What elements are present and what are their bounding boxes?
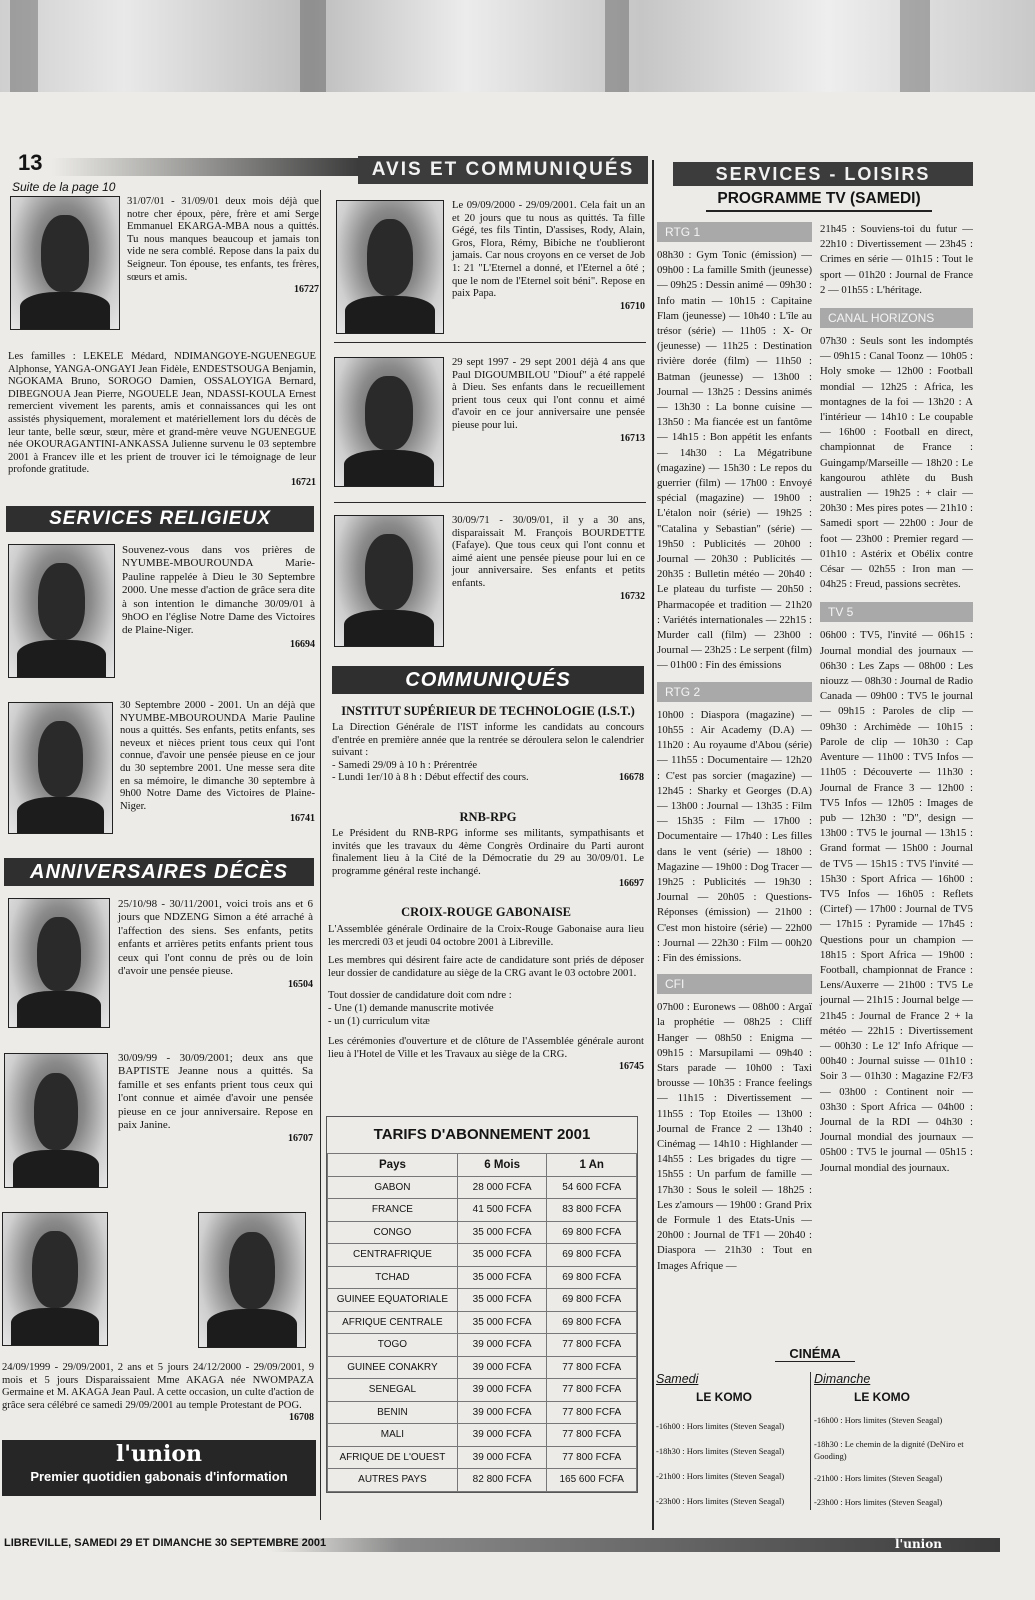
rtg1-schedule: 08h30 : Gym Tonic (émission) — 09h00 : La famille Smith (jeunesse) — 09h25 : Dessin animé — 09h30 : Info matin — 10h15 : Capitaine Flam (jeunesse) — 10h40 : L'île au trésor (série) — 11h05 : X- Or (jeunesse) — 11h25 : Destination rivière dorée (film) — 11h50 : Batman (jeunesse) — 13h00 : Journal — 13h25 : Dessins animés — 13h30 : La bonne cuisine — 13h50 : Ma fiancée est un fantôme — 14h15 : Bon appétit les enfants — 14h30 : La Mégatribune (magazine) — 15h30 : Le repos du guerrier (film) — 17h00 : Envoyé spécial (magazine) — 19h00 : L'étalon noir (série) — 19h25 : "Catalina y Sebastian" (série) — 19h50 : Publicités — 20h00 : Journal — 20h30 : Publicités — 20h35 : Bulletin météo — 20h40 : Le plateau du turfiste — 20h50 : Pharmacopée et tradition — 21h20 : Variétés internationales — 22h15 : Murder call (film) — 23h00 : Journal — 23h25 : Le serpent (film) — 01h00 : Fin des émissions	[657, 249, 812, 672]
header-rule	[52, 158, 362, 176]
notice-baptiste	[118, 1052, 313, 1146]
table-row	[328, 1446, 637, 1469]
country-cell: FRANCE	[328, 1199, 458, 1222]
table-row	[328, 1289, 637, 1312]
cinema-showing: -21h00 : Hors limites (Steven Seagal)	[656, 1471, 785, 1481]
table-row	[328, 1401, 637, 1424]
portrait-photo	[4, 1053, 108, 1188]
communique-rnb	[332, 810, 644, 889]
masthead-ad	[2, 1440, 316, 1496]
notice-text: Les familles : LEKELE Médard, NDIMANGOYE-NGUENEGUE Alphonse, YANGA-ONGAYI Jean Fidèle, ENDESTSOUGA Benjamin, NGOKAMA Bruno, SOROGO Damien, OSSALOYIGA Bernard, DIBEGNOUA Jean Pierre, NGOUELE Jean, NDASSI-KOULA Ernest remercient vivement les parents, amis et connaissances qui les ont assistés physiquement, moralement et matériellement lors du décès de leur tante, belle sœur, sœur, mère et grand-mère veuve NGUENEGUE née OKOURAGANTINI-ANKASSA Julienne survenu le 03 septembre 2001 à Francev ille et les prient de trouver ici le témoignage de leur profonde gratitude.	[8, 351, 316, 476]
table-row	[328, 1379, 637, 1402]
cinema-dimanche	[814, 1372, 974, 1508]
channel-label-tv5: TV 5	[820, 602, 973, 622]
country-cell: BENIN	[328, 1401, 458, 1424]
canal-schedule: 07h30 : Seuls sont les indomptés — 09h15 : Canal Toonz — 10h05 : Holy smoke — 12h00 : Football mondial — 12h25 : Africa, les montagnes de la foi — 13h20 : A l'intérieur — 14h10 : Le coupable — 16h00 : Football en direct, championnat de France : Guingamp/Marseille — 18h20 : Le kangourou athlète du Bush australien — 19h25 : + clair — 20h30 : Mes pires potes — 21h10 : Samedi sport — 22h00 : Jour de foot — 23h00 : Premier regard — 01h10 : Astérix et Obélix contre César — 02h55 : Iron man — 04h25 : Freud, passions secrètes.	[820, 335, 973, 591]
divider	[334, 502, 646, 503]
tv-col-2	[820, 222, 973, 1176]
notice-ref: 16745	[619, 1061, 644, 1073]
country-cell: TCHAD	[328, 1266, 458, 1289]
notice-bourdette	[452, 515, 645, 603]
communique-croix-rouge	[328, 905, 644, 1072]
channel-label-cfi: CFI	[657, 974, 812, 994]
notice-text: 29 sept 1997 - 29 sept 2001 déjà 4 ans que Paul DIGOUMBILOU "Diouf" a été rappelé à Dieu. Ses enfants dans le recueillement prient tous ceux qui l'ont connu et aimé d'avoir en ce jour anniversaire une pensée pieuse pour lui.	[452, 357, 645, 431]
portrait-photo	[8, 898, 110, 1028]
annual-price-cell: 77 800 FCFA	[547, 1446, 637, 1469]
cinema-title: CINÉMA	[775, 1346, 855, 1362]
notice-ref: 16741	[290, 813, 315, 825]
notice-families	[8, 351, 316, 490]
portrait-photo	[8, 702, 113, 834]
communique-paragraph: Tout dossier de candidature doit com ndre :	[328, 990, 512, 1002]
six-month-price-cell: 35 000 FCFA	[457, 1266, 547, 1289]
notice-text: 30/09/71 - 30/09/01, il y a 30 ans, disparaissait M. François BOURDETTE (Fafaye). Que tous ceux qui l'ont connu et aimé aient une pensée pieuse pour lui en ce jour anniversaire. Ses enfants et petits enfants.	[452, 515, 645, 589]
notice-ref: 16697	[619, 878, 644, 890]
six-month-price-cell: 35 000 FCFA	[457, 1221, 547, 1244]
six-month-price-cell: 28 000 FCFA	[457, 1176, 547, 1199]
annual-price-cell: 77 800 FCFA	[547, 1379, 637, 1402]
section-communiques: COMMUNIQUÉS	[332, 666, 644, 694]
communique-line: - Une (1) demande manuscrite motivée	[328, 1002, 494, 1014]
notice-ref: 16710	[620, 300, 645, 312]
communique-line: - Samedi 29/09 à 10 h : Prérentrée	[332, 759, 478, 771]
cinema-day: Dimanche	[814, 1372, 871, 1386]
portrait-photo	[2, 1212, 108, 1346]
notice-ref: 16708	[289, 1412, 314, 1424]
cinema-showing: -18h30 : Le chemin de la dignité (DeNiro et Gooding)	[814, 1439, 964, 1461]
section-services-religieux: SERVICES RELIGIEUX	[6, 506, 314, 532]
communique-line: - un (1) curriculum vitæ	[328, 1015, 430, 1027]
scanner-background	[0, 0, 1035, 92]
table-header: 6 Mois	[457, 1154, 547, 1177]
six-month-price-cell: 35 000 FCFA	[457, 1311, 547, 1334]
table-row	[328, 1311, 637, 1334]
notice-text: Le 09/09/2000 - 29/09/2001. Cela fait un an et 20 jours que tu nous as quittés. Ta fille Gégé, tes fils Tintin, D'assises, Rody, Alain, Gros, Flora, Rémy, Bibiche ne t'oublieront jamais. Car nous croyons en ce verset de Job 1: 21 "L'Eternel a donné, et l'Eternel a ôté ; que le nom de l'Eternel soit béni". Repose en paix Papa.	[452, 200, 645, 300]
table-header: 1 An	[547, 1154, 637, 1177]
footer-dateline: LIBREVILLE, SAMEDI 29 ET DIMANCHE 30 SEPTEMBRE 2001	[4, 1537, 327, 1549]
annual-price-cell: 77 800 FCFA	[547, 1401, 637, 1424]
country-cell: MALI	[328, 1424, 458, 1447]
tv5-schedule: 06h00 : TV5, l'invité — 06h15 : Journal mondial des journaux — 06h30 : Les Zaps — 08h00 : Les niouzz — 08h30 : Journal de Radio Canada — 09h00 : TV5 le journal — 09h15 : Paroles de clip — 09h30 : Archimède — 10h15 : Parole de clip — 10h30 : Cap Aventure — 11h00 : TV5 Infos — 11h05 : Découverte — 11h30 : Journal de France 3 — 12h00 : TV5 Infos — 12h05 : Images de pub — 12h30 : "D", design — 13h00 : TV5 le journal — 13h15 : Grand format — 15h00 : Journal de TV5 — 15h15 : TV5 l'invité — 15h30 : Sport Africa — 16h00 : TV5 Infos — 16h05 : Reflets (Cirtef) — 17h00 : Journal de TV5 — 17h15 : Pyramide — 17h45 : Questions pour un champion — 18h15 : Sport Africa — 19h00 : Football, championnat de France : Lens/Auxerre — 21h00 : TV5 Le journal — 21h15 : Journal belge — 21h45 : Journal de France 2 + la météo — 22h15 : Divertissement — 00h30 : Le 12' Info Afrique — 00h40 : Journal suisse — 01h10 : Soir 3 — 01h30 : Magazine F2/F3 — 03h00 : Continent noir — 03h30 : Sport Africa — 04h00 : Journal de la RDI — 04h30 : Journal mondial des journaux — 05h00 : TV5 le journal — 05h15 : Journal mondial des journaux.	[820, 629, 973, 1174]
country-cell: GUINEE CONAKRY	[328, 1356, 458, 1379]
annual-price-cell: 69 800 FCFA	[547, 1311, 637, 1334]
cinema-showing: -23h00 : Hors limites (Steven Seagal)	[814, 1497, 943, 1507]
section-services-loisirs: SERVICES - LOISIRS	[673, 162, 973, 186]
section-avis-communiques: AVIS ET COMMUNIQUÉS	[358, 156, 648, 184]
cinema-showing: -21h00 : Hors limites (Steven Seagal)	[814, 1473, 943, 1483]
communique-line: - Lundi 1er/10 à 8 h : Début effectif des cours.	[332, 772, 529, 784]
six-month-price-cell: 39 000 FCFA	[457, 1424, 547, 1447]
annual-price-cell: 77 800 FCFA	[547, 1356, 637, 1379]
cfi-schedule: 07h00 : Euronews — 08h00 : Argaï la prophétie — 08h25 : Cliff Hanger — 08h50 : Enigma — 09h15 : Marsupilami — 09h40 : Stars parade — 10h00 : Taxi brousse — 10h35 : France feelings — 11h15 : Divertissement — 11h55 : Top Etoiles — 13h00 : Journal de France 2 — 13h40 : Cinémag — 14h10 : Highlander — 14h55 : Les brigades du tigre — 15h55 : Un parfum de famille — 17h30 : Sous le soleil — 18h25 : Les z'amours — 19h00 : Grand Prix de Formule 1 des Etats-Unis — 20h00 : Journal de TF1 — 20h40 : Diaspora — 21h30 : Tout en Images Afrique —	[657, 1001, 812, 1272]
notice-ref: 16678	[619, 772, 644, 784]
six-month-price-cell: 41 500 FCFA	[457, 1199, 547, 1222]
channel-label-rtg1: RTG 1	[657, 222, 812, 242]
notice-nyumbe-2	[120, 700, 315, 826]
six-month-price-cell: 39 000 FCFA	[457, 1401, 547, 1424]
six-month-price-cell: 39 000 FCFA	[457, 1379, 547, 1402]
country-cell: TOGO	[328, 1334, 458, 1357]
country-cell: AUTRES PAYS	[328, 1469, 458, 1492]
channel-label-rtg2: RTG 2	[657, 682, 812, 702]
country-cell: GABON	[328, 1176, 458, 1199]
notice-akaga	[2, 1362, 314, 1425]
country-cell: CONGO	[328, 1221, 458, 1244]
portrait-photo	[336, 200, 444, 334]
page-number: 13	[18, 150, 43, 175]
footer-logo: l'union	[895, 1537, 942, 1551]
cinema-showing: -16h00 : Hors limites (Steven Seagal)	[656, 1421, 785, 1431]
country-cell: AFRIQUE DE L'OUEST	[328, 1446, 458, 1469]
six-month-price-cell: 82 800 FCFA	[457, 1469, 547, 1492]
table-row	[328, 1176, 637, 1199]
notice-ref: 16721	[291, 476, 316, 488]
communique-ist	[332, 704, 644, 785]
cinema-samedi	[656, 1372, 806, 1514]
six-month-price-cell: 39 000 FCFA	[457, 1356, 547, 1379]
column-rule	[320, 190, 321, 1520]
table-row	[328, 1244, 637, 1267]
tarifs-title: TARIFS D'ABONNEMENT 2001	[373, 1126, 591, 1143]
cfi-schedule-continued: 21h45 : Souviens-toi du futur — 22h10 : Divertissement — 23h45 : Crimes en série — 01h15 : Tout le sport — 01h20 : Journal de France 2 — 01h55 : L'héritage.	[820, 223, 973, 296]
annual-price-cell: 54 600 FCFA	[547, 1176, 637, 1199]
annual-price-cell: 69 800 FCFA	[547, 1266, 637, 1289]
notice-ref: 16504	[288, 979, 313, 991]
annual-price-cell: 83 800 FCFA	[547, 1199, 637, 1222]
channel-label-canal: CANAL HORIZONS	[820, 308, 973, 328]
cinema-venue: LE KOMO	[854, 1390, 910, 1404]
notice-ref: 16713	[620, 432, 645, 444]
notice-text: Souvenez-vous dans vos prières de NYUMBE-MBOUROUNDA Marie-Pauline rappelée à Dieu le 30 Septembre 2000. Une messe d'action de grâce sera dite à son intention le dimanche 30/09/01 à 9hOO en l'église Notre Dame des Victoires de Plaine-Niger.	[122, 544, 315, 637]
annual-price-cell: 69 800 FCFA	[547, 1289, 637, 1312]
six-month-price-cell: 39 000 FCFA	[457, 1334, 547, 1357]
six-month-price-cell: 35 000 FCFA	[457, 1289, 547, 1312]
table-row	[328, 1356, 637, 1379]
annual-price-cell: 77 800 FCFA	[547, 1334, 637, 1357]
notice-ndzeng	[118, 898, 313, 992]
annual-price-cell: 69 800 FCFA	[547, 1221, 637, 1244]
six-month-price-cell: 35 000 FCFA	[457, 1244, 547, 1267]
cinema-box	[656, 1346, 974, 1516]
notice-ref: 16727	[294, 284, 319, 296]
notice-ref: 16732	[620, 590, 645, 602]
country-cell: GUINEE EQUATORIALE	[328, 1289, 458, 1312]
column-rule	[652, 160, 654, 1530]
rtg2-schedule: 10h00 : Diaspora (magazine) — 10h55 : Air Academy (D.A) — 11h20 : Au royaume d'Abou (série) — 11h55 : Documentaire — 12h20 : C'est pas sorcier (magazine) — 12h45 : Sharky et Georges (D.A) — 13h00 : Journal — 13h35 : Film — 15h35 : Film — 17h00 : Documentaire — 17h40 : Les filles dans le vent (série) — 18h00 : Magazine — 19h00 : Dog Tracer — 19h25 : Publicités — 19h30 : Journal — 20h05 : Questions-Réponses (émission) — 21h00 : C'est mon histoire (série) — 22h00 : Journal — 22h30 : Film — 00h20 : Fin des émissions.	[657, 708, 812, 964]
cinema-showing: -18h30 : Hors limites (Steven Seagal)	[656, 1446, 785, 1456]
table-row	[328, 1221, 637, 1244]
communique-title: RNB-RPG	[459, 810, 517, 824]
portrait-photo	[8, 544, 115, 678]
table-header: Pays	[328, 1154, 458, 1177]
table-row	[328, 1266, 637, 1289]
communique-title: INSTITUT SUPÉRIEUR DE TECHNOLOGIE (I.S.T.)	[341, 704, 635, 718]
portrait-photo	[198, 1212, 306, 1348]
cinema-venue: LE KOMO	[696, 1390, 752, 1404]
country-cell: SENEGAL	[328, 1379, 458, 1402]
notice-text: 30 Septembre 2000 - 2001. Un an déjà que NYUMBE-MBOUROUNDA Marie Pauline nous a quittés. Ses enfants, petits enfants, ses neveux et nièces prient tous ceux qui l'ont connue, d'avoir une pensée pieuse en ce jour du 30 septembre 2001. Une messe sera dite en sa mémoire, le dimanche 30 septembre à 9h00 Notre Dame des Victoires de Plaine-Niger.	[120, 700, 315, 812]
table-row	[328, 1199, 637, 1222]
tv-col-1	[657, 222, 812, 1274]
masthead-title: l'union	[115, 1441, 203, 1467]
communique-title: CROIX-ROUGE GABONAISE	[401, 905, 571, 919]
masthead-tagline: Premier quotidien gabonais d'information	[30, 1469, 288, 1484]
notice-digoumbilou	[452, 357, 645, 445]
table-row	[328, 1469, 637, 1492]
country-cell: CENTRAFRIQUE	[328, 1244, 458, 1267]
table-row	[328, 1424, 637, 1447]
country-cell: AFRIQUE CENTRALE	[328, 1311, 458, 1334]
notice-nyumbe-1	[122, 544, 315, 651]
section-anniversaires-deces: ANNIVERSAIRES DÉCÈS	[4, 858, 314, 886]
notice-ref: 16694	[290, 638, 315, 650]
notice-papa	[452, 200, 645, 313]
portrait-photo	[10, 196, 120, 330]
divider	[334, 342, 646, 343]
notice-text: 25/10/98 - 30/11/2001, voici trois ans et 6 jours que NDZENG Simon a été arraché à l'affection des siens. Ses enfants, petits enfants et arrières petits enfants prient tous ceux qui l'ont connu de près ou de loin d'avoir une pensée pieuse.	[118, 898, 313, 978]
annual-price-cell: 77 800 FCFA	[547, 1424, 637, 1447]
communique-paragraph: Les cérémonies d'ouverture et de clôture de l'Assemblée générale auront lieu à l'Hotel de Ville et les Travaux au siège de la CRG.	[328, 1036, 644, 1060]
tarifs-box	[326, 1116, 638, 1493]
notice-text: 24/09/1999 - 29/09/2001, 2 ans et 5 jours 24/12/2000 - 29/09/2001, 9 mois et 5 jours Disparaissaient Mme AKAGA née NWOMPAZA Germaine et M. AKAGA Jean Paul. A cette occasion, un culte d'action de grâce sera célébré ce samedi 29/09/2001 au temple Protestant de POG.	[2, 1362, 314, 1411]
continued-label: Suite de la page 10	[12, 180, 116, 194]
communique-paragraph: L'Assemblée générale Ordinaire de la Croix-Rouge Gabonaise aura lieu les mercredi 03 et jeudi 04 octobre 2001 à Libreville.	[328, 924, 644, 948]
communique-paragraph: Les membres qui désirent faire acte de candidature sont priés de déposer leur dossier de candidature au siège de la CRG avant le 03 octobre 2001.	[328, 955, 644, 979]
tv-programme-title: PROGRAMME TV (SAMEDI)	[706, 190, 932, 212]
notice-text: 31/07/01 - 31/09/01 deux mois déjà que notre cher époux, père, frère et ami Serge Emmanuel EKARGA-MBA nous a quittés. Tu nous manques beaucoup et jamais ton vide ne sera comblé. Repose dans la paix du Seigneur. Ton épouse, tes enfants, tes frères, sœurs et amis.	[127, 196, 319, 283]
portrait-photo	[334, 515, 444, 647]
annual-price-cell: 69 800 FCFA	[547, 1244, 637, 1267]
tarifs-table	[327, 1153, 637, 1492]
notice-text: 30/09/99 - 30/09/2001; deux ans que BAPTISTE Jeanne nous a quittés. Sa famille et ses enfants prient tous ceux qui l'ont connue et aimée d'avoir une pensée pieuse en ce jour anniversaire. Repose en paix Janine.	[118, 1052, 313, 1132]
notice-ref: 16707	[288, 1133, 313, 1145]
six-month-price-cell: 39 000 FCFA	[457, 1446, 547, 1469]
communique-text: La Direction Générale de l'IST informe les candidats au concours d'entrée en première année que la rentrée se déroulera selon le calendrier suivant :	[332, 722, 644, 759]
communique-text: Le Président du RNB-RPG informe ses militants, sympathisants et invités que les travaux du 4ème Congrès Ordinaire du Parti auront finalement lieu à la Cité de la Démocratie du 29 au 30/09/01. Le programme général reste inchangé.	[332, 828, 644, 877]
table-row	[328, 1334, 637, 1357]
cinema-day: Samedi	[656, 1372, 699, 1386]
cinema-showing: -16h00 : Hors limites (Steven Seagal)	[814, 1415, 943, 1425]
notice-ekarga	[127, 196, 319, 297]
cinema-showing: -23h00 : Hors limites (Steven Seagal)	[656, 1496, 785, 1506]
annual-price-cell: 165 600 FCFA	[547, 1469, 637, 1492]
portrait-photo	[334, 357, 444, 487]
